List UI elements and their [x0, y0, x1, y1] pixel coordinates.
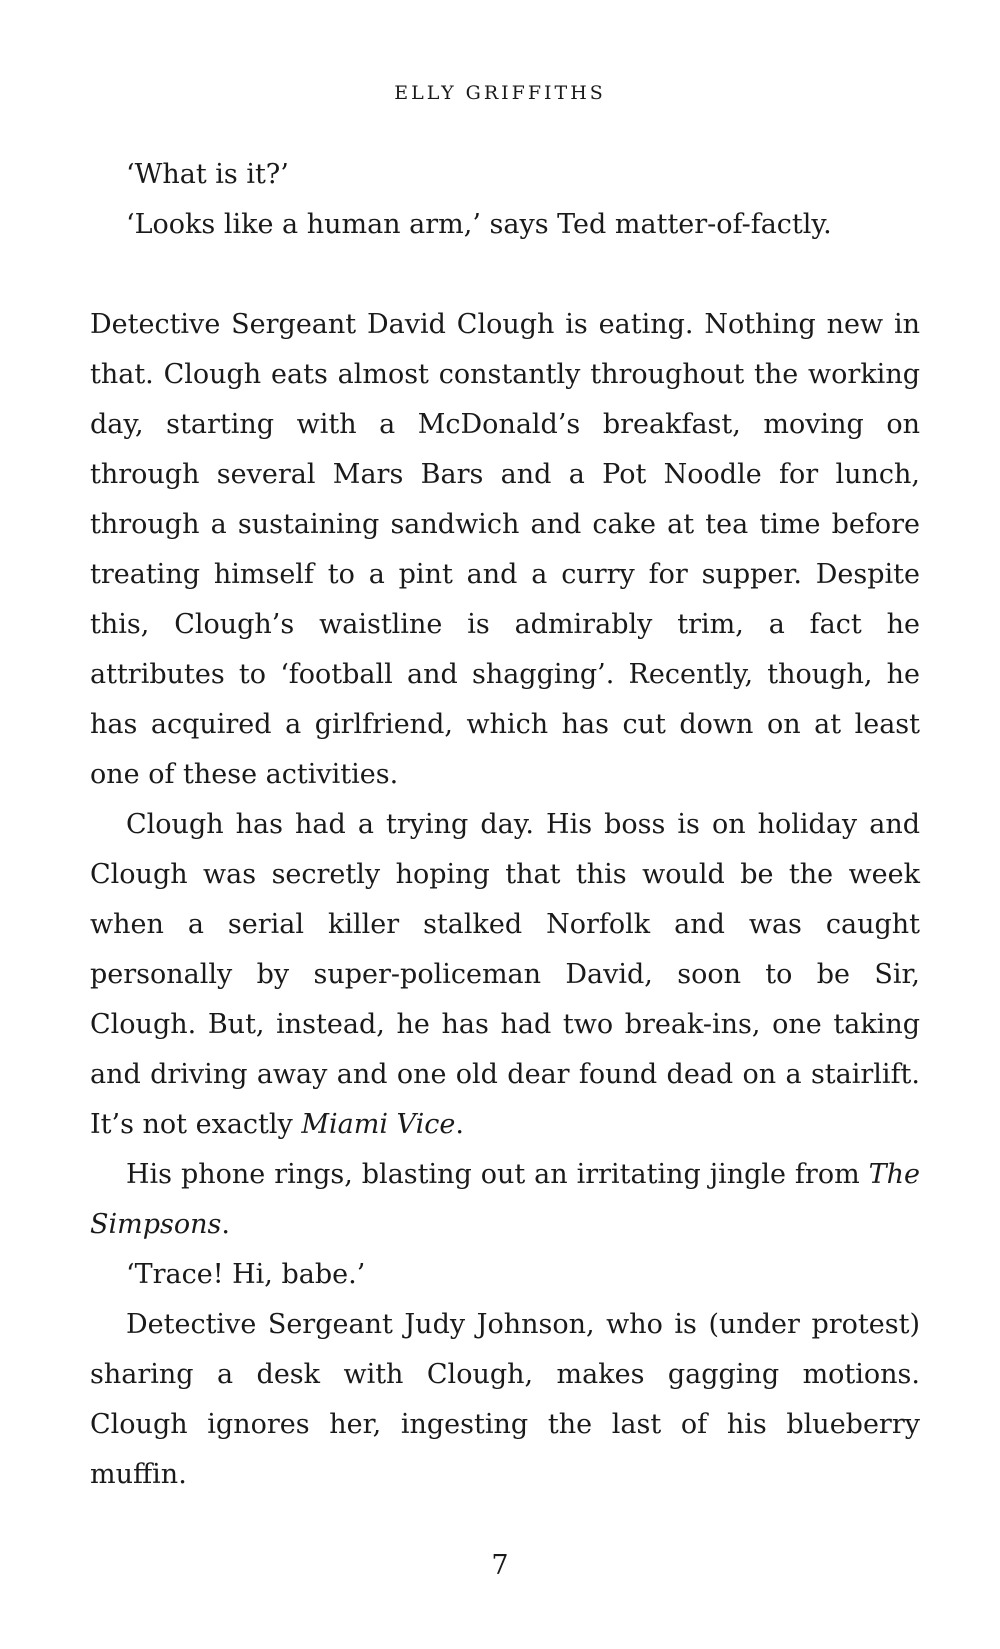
running-head: ELLY GRIFFITHS	[394, 82, 606, 104]
italic-title-miami-vice: Miami Vice	[301, 1109, 456, 1140]
body-text	[90, 300, 920, 1500]
dialogue-line-what-is-it: ‘What is it?’	[126, 159, 289, 190]
italic-title-simpsons: The Simpsons	[90, 1159, 920, 1240]
paragraph-end: .	[221, 1209, 230, 1240]
page-number: 7	[491, 1550, 509, 1581]
paragraph-trace-hi-babe: ‘Trace! Hi, babe.’	[126, 1259, 366, 1290]
paragraph-clough-eating: Detective Sergeant David Clough is eating. Nothing new in that. Clough eats almost constantly throughout the working day, starting with a McDonald’s breakfast, moving on through several Mars Bars and a Pot Noodle for lunch, through a sustaining sandwich and cake at tea time before treating himself to a pint and a curry for supper. Despite this, Clough’s waistline is admirably trim, a fact he attributes to ‘football and shagging’. Recently, though, he has acquired a girlfriend, which has cut down on at least one of these activities.	[90, 309, 920, 790]
paragraph-text: His phone rings, blasting out an irritating jingle from	[126, 1159, 869, 1190]
paragraph-phone-rings	[90, 1150, 920, 1250]
dialogue-line-human-arm: ‘Looks like a human arm,’ says Ted matter-of-factly.	[126, 209, 832, 240]
paragraph-judy-johnson: Detective Sergeant Judy Johnson, who is (under protest) sharing a desk with Clough, makes gagging motions. Clough ignores her, ingesting the last of his blueberry muffin.	[90, 1309, 920, 1490]
opening-dialogue	[90, 150, 920, 250]
paragraph-end: .	[455, 1109, 464, 1140]
paragraph-trying-day	[90, 800, 920, 1150]
paragraph-text: Clough has had a trying day. His boss is on holiday and Clough was secretly hoping that this would be the week when a serial killer stalked Norfolk and was caught personally by super-policeman David, soon to be Sir, Clough. But, instead, he has had two break-ins, one taking and driving away and one old dear found dead on a stairlift. It’s not exactly	[90, 809, 920, 1140]
